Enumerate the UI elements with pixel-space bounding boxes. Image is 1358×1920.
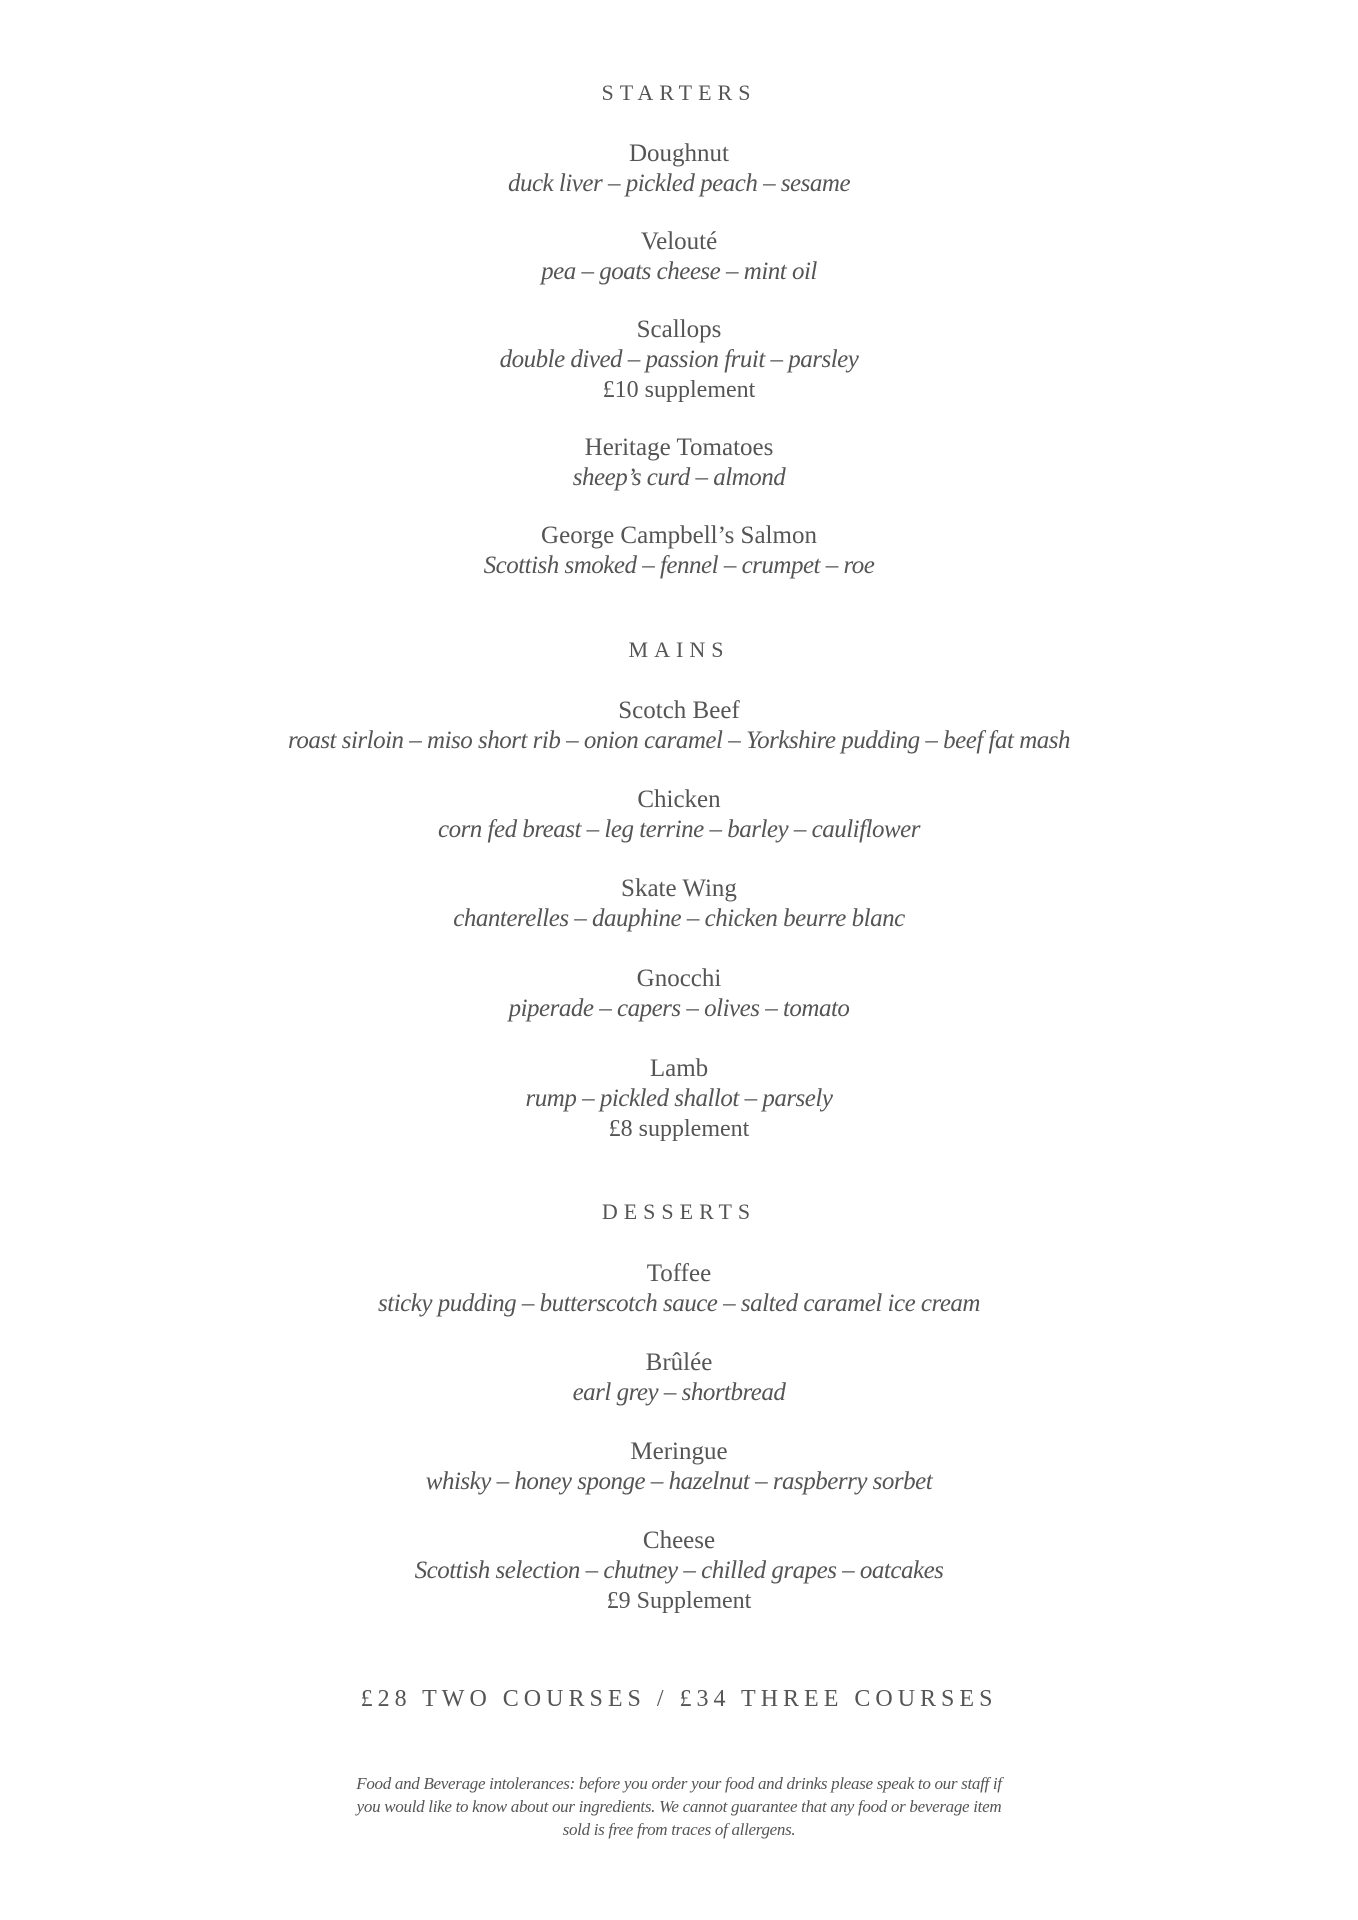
item-description: piperade – capers – olives – tomato [508,995,850,1022]
menu-item-salmon [0,521,1358,581]
item-supplement: £10 supplement [602,377,756,403]
menu-item-scallops [0,315,1358,405]
item-supplement: £8 supplement [608,1116,750,1142]
menu-item-gnocchi [0,964,1358,1024]
item-name: George Campbell’s Salmon [541,522,817,549]
item-name: Doughnut [629,140,729,167]
item-name: Scallops [636,316,722,343]
item-description: sheep’s curd – almond [572,464,786,491]
starters-heading: STARTERS [601,80,757,105]
item-name: Skate Wing [621,875,737,902]
item-description: duck liver – pickled peach – sesame [507,170,851,197]
menu-item-heritage-tomatoes [0,433,1358,493]
menu-item-veloute [0,227,1358,287]
item-description: sticky pudding – butterscotch sauce – salted caramel ice cream [378,1290,980,1317]
mains-heading: MAINS [628,637,730,662]
item-name: Scotch Beef [618,697,740,724]
item-description: earl grey – shortbread [572,1379,786,1406]
item-description: chanterelles – dauphine – chicken beurre blanc [453,905,905,932]
allergen-note: Food and Beverage intolerances: before you order your food and drinks please speak to our staff if you would like to know about our ingredients. We cannot guarantee that any food or beverage item sold is free from traces of allergens. [356,1774,1002,1839]
item-name: Brûlée [645,1349,713,1376]
menu-item-cheese [0,1526,1358,1616]
menu-item-skate-wing [0,874,1358,934]
item-name: Heritage Tomatoes [584,434,774,461]
item-name: Meringue [630,1438,728,1465]
menu-item-toffee [0,1259,1358,1319]
item-name: Gnocchi [636,965,722,992]
menu-item-doughnut [0,139,1358,199]
item-description: Scottish smoked – fennel – crumpet – roe [483,552,875,579]
item-description: roast sirloin – miso short rib – onion caramel – Yorkshire pudding – beef fat mash [288,727,1070,754]
menu-item-brulee [0,1348,1358,1408]
menu-item-meringue [0,1437,1358,1497]
menu-item-scotch-beef [0,696,1358,756]
item-description: Scottish selection – chutney – chilled grapes – oatcakes [414,1557,944,1584]
item-supplement: £9 Supplement [606,1588,752,1614]
item-name: Chicken [637,786,721,813]
menu-item-lamb [0,1054,1358,1144]
item-description: double dived – passion fruit – parsley [499,346,859,373]
desserts-heading: DESSERTS [601,1199,757,1224]
pricing-line: £28 TWO COURSES / £34 THREE COURSES [360,1686,998,1712]
item-name: Cheese [642,1527,716,1554]
item-description: rump – pickled shallot – parsely [525,1085,833,1112]
item-description: whisky – honey sponge – hazelnut – raspberry sorbet [425,1468,933,1495]
item-description: pea – goats cheese – mint oil [541,258,817,285]
item-description: corn fed breast – leg terrine – barley – cauliflower [437,816,921,843]
item-name: Toffee [646,1260,712,1287]
menu-item-chicken [0,785,1358,845]
item-name: Lamb [649,1055,709,1082]
item-name: Velouté [640,228,718,255]
